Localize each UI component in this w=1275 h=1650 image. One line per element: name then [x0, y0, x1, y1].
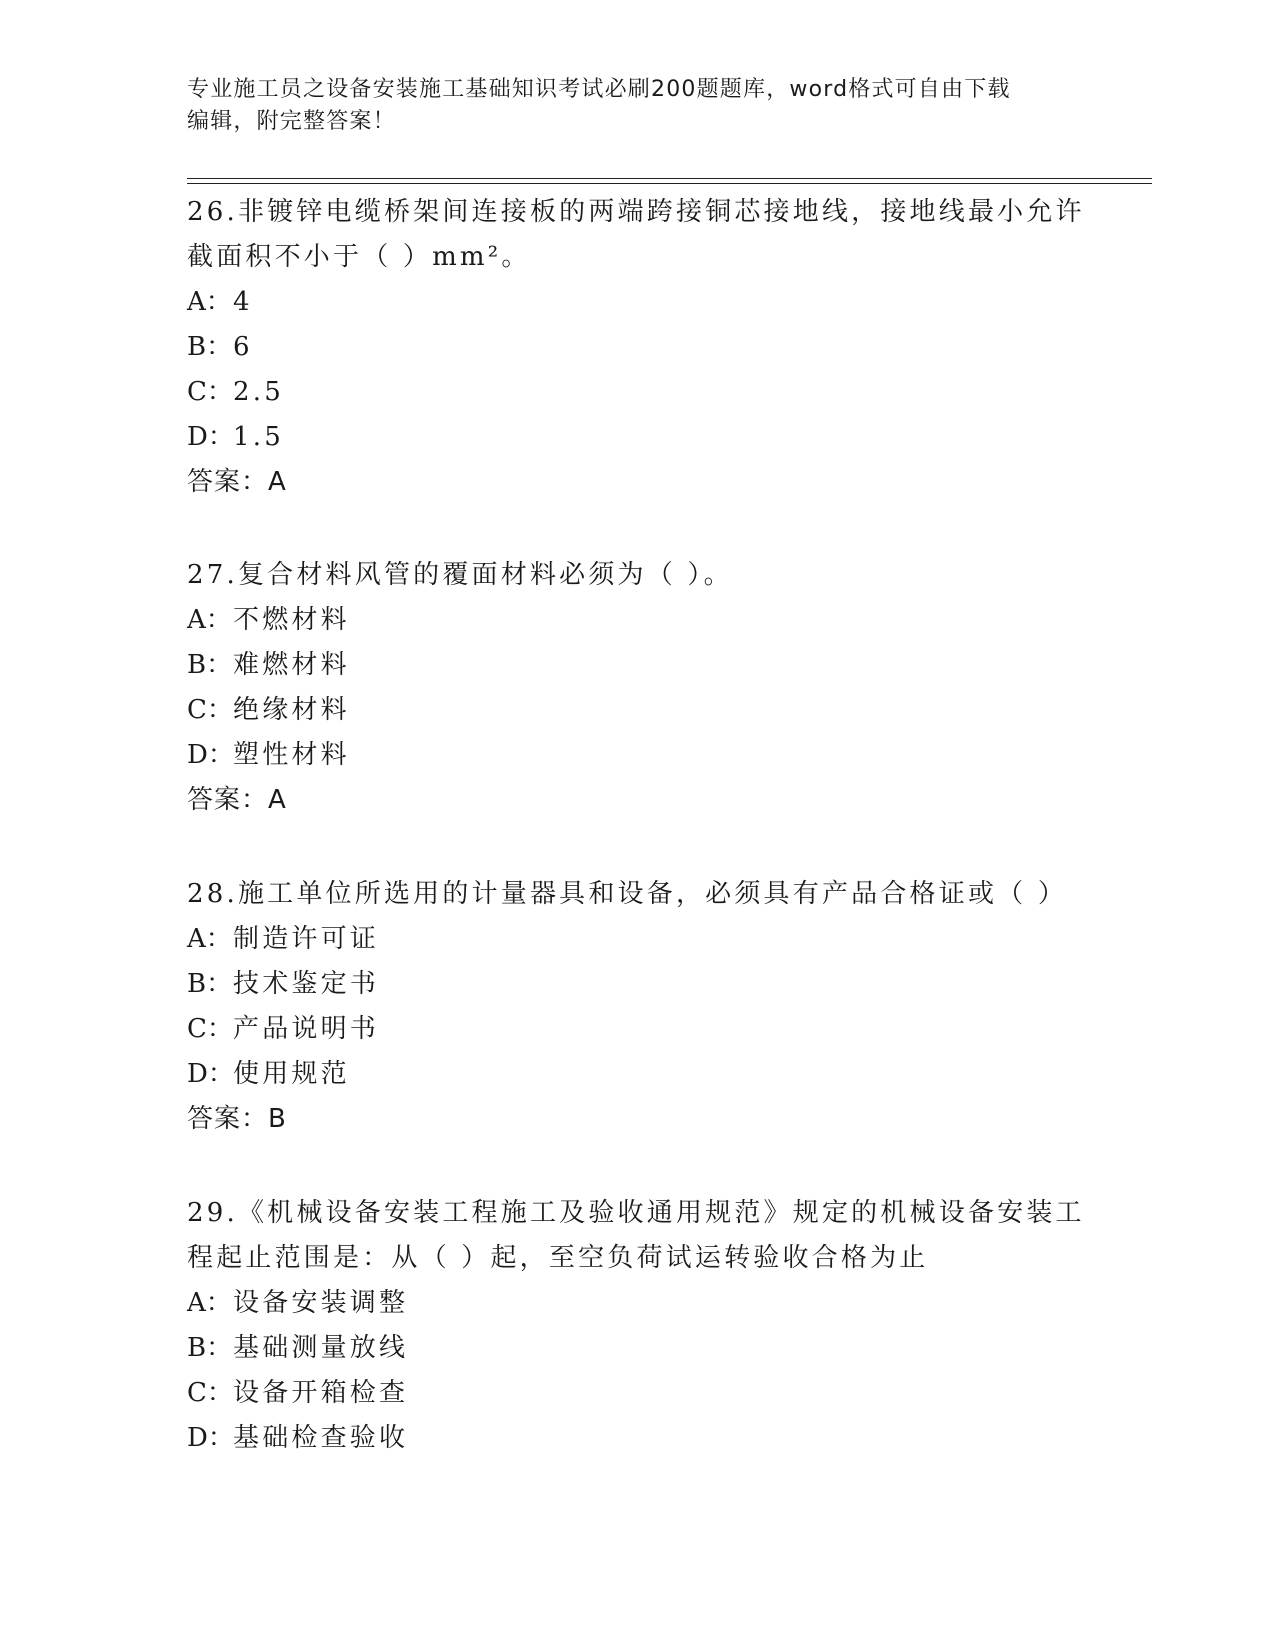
option-key: D：: [187, 740, 234, 770]
option-text: 设备安装调整: [233, 1288, 409, 1318]
option-b: [187, 962, 1087, 1007]
option-key: B：: [187, 650, 233, 680]
question-26: [187, 190, 1087, 505]
document-header: [187, 74, 1067, 138]
question-stem-line-1: 26.非镀锌电缆桥架间连接板的两端跨接铜芯接地线，接地线最小允许: [187, 197, 1085, 227]
option-b: [187, 325, 1087, 370]
option-a: [187, 280, 1087, 325]
question-28: [187, 872, 1087, 1142]
header-title-line-2: 编辑，附完整答案！: [187, 109, 396, 134]
option-text: 2.5: [233, 377, 284, 407]
question-29: [187, 1191, 1087, 1461]
question-stem-line-2: 截面积不小于（ ）mm²。: [187, 242, 531, 272]
header-divider-top: [187, 178, 1152, 179]
option-text: 难燃材料: [233, 650, 350, 680]
header-title-line-1: 专业施工员之设备安装施工基础知识考试必刷200题题库，word格式可自由下载: [187, 77, 1011, 102]
option-key: D：: [187, 1059, 234, 1089]
option-text: 制造许可证: [233, 924, 380, 954]
option-b: [187, 643, 1087, 688]
option-key: D：: [187, 1423, 234, 1453]
question-27: [187, 553, 1087, 823]
option-text: 产品说明书: [233, 1014, 380, 1044]
option-d: [187, 1052, 1087, 1097]
header-divider-bottom: [187, 183, 1152, 184]
option-c: [187, 1371, 1087, 1416]
option-a: [187, 917, 1087, 962]
option-text: 基础检查验收: [233, 1423, 409, 1453]
option-d: [187, 415, 1087, 460]
option-key: C：: [187, 695, 233, 725]
option-c: [187, 688, 1087, 733]
option-key: D：: [187, 422, 234, 452]
option-key: A：: [187, 287, 232, 317]
answer-line: 答案：A: [187, 467, 287, 497]
option-text: 塑性材料: [233, 740, 350, 770]
option-key: A：: [187, 1288, 232, 1318]
option-text: 基础测量放线: [233, 1333, 409, 1363]
option-d: [187, 1416, 1087, 1461]
option-a: [187, 598, 1087, 643]
option-text: 技术鉴定书: [233, 969, 380, 999]
option-key: A：: [187, 924, 232, 954]
option-key: C：: [187, 1378, 233, 1408]
question-stem-line-2: 程起止范围是：从（ ）起，至空负荷试运转验收合格为止: [187, 1243, 929, 1273]
answer-line: 答案：B: [187, 1104, 287, 1134]
option-text: 6: [233, 332, 253, 362]
answer-line: 答案：A: [187, 785, 287, 815]
option-d: [187, 733, 1087, 778]
question-stem-line-1: 28.施工单位所选用的计量器具和设备，必须具有产品合格证或（ ）: [187, 879, 1068, 909]
option-text: 不燃材料: [233, 605, 350, 635]
option-key: C：: [187, 1014, 233, 1044]
option-text: 设备开箱检查: [233, 1378, 409, 1408]
option-text: 使用规范: [233, 1059, 350, 1089]
question-stem-line-1: 29.《机械设备安装工程施工及验收通用规范》规定的机械设备安装工: [187, 1198, 1085, 1228]
option-key: C：: [187, 377, 233, 407]
option-text: 4: [233, 287, 253, 317]
option-key: B：: [187, 1333, 233, 1363]
question-stem-line-1: 27.复合材料风管的覆面材料必须为（ ）。: [187, 560, 733, 590]
option-key: A：: [187, 605, 232, 635]
option-b: [187, 1326, 1087, 1371]
option-c: [187, 1007, 1087, 1052]
option-text: 1.5: [233, 422, 284, 452]
option-key: B：: [187, 969, 233, 999]
option-a: [187, 1281, 1087, 1326]
option-key: B：: [187, 332, 233, 362]
option-c: [187, 370, 1087, 415]
option-text: 绝缘材料: [233, 695, 350, 725]
